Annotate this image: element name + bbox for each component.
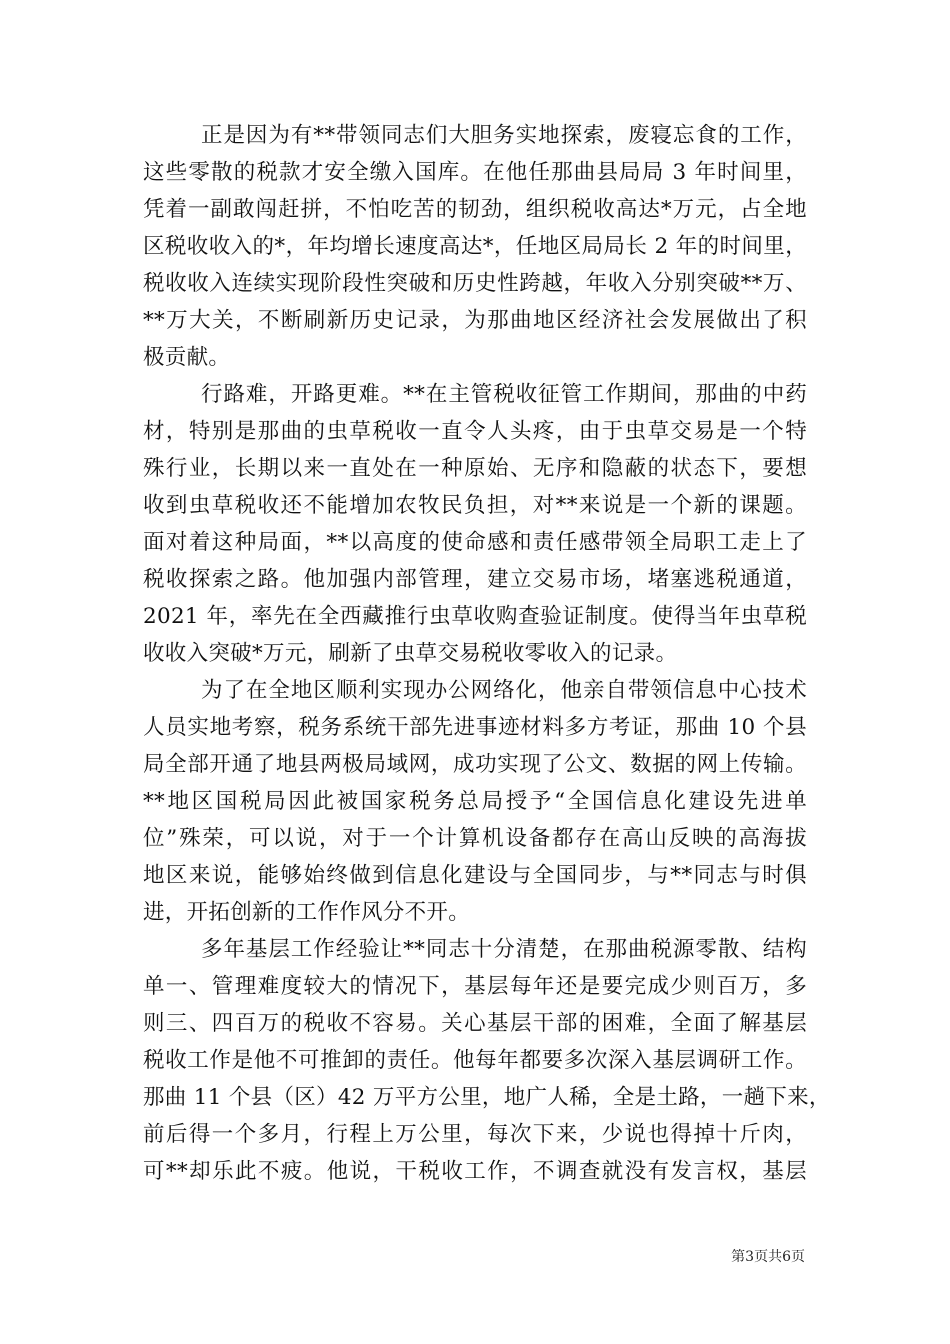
paragraph xyxy=(143,672,807,931)
text-line: 地区来说，能够始终做到信息化建设与全国同步，与**同志与时俱 xyxy=(143,863,807,888)
text-line: 位”殊荣，可以说，对于一个计算机设备都存在高山反映的高海拔 xyxy=(143,826,807,851)
text-line: 多年基层工作经验让**同志十分清楚，在那曲税源零散、结构 xyxy=(201,937,807,962)
text-line: 面对着这种局面，**以高度的使命感和责任感带领全局职工走上了 xyxy=(143,530,807,555)
paragraph xyxy=(143,931,831,1190)
text-line: 那曲 11 个县（区）42 万平方公里，地广人稀，全是土路，一趟下来， xyxy=(143,1085,831,1110)
text-line: **万大关，不断刷新历史记录，为那曲地区经济社会发展做出了积 xyxy=(143,308,807,333)
text-line: **地区国税局因此被国家税务总局授予“全国信息化建设先进单 xyxy=(143,789,807,814)
text-line: 殊行业，长期以来一直处在一种原始、无序和隐蔽的状态下，要想 xyxy=(143,456,807,481)
paragraph xyxy=(143,117,807,376)
text-line: 前后得一个多月，行程上万公里，每次下来，少说也得掉十斤肉， xyxy=(143,1122,807,1147)
text-line: 税收探索之路。他加强内部管理，建立交易市场，堵塞逃税通道， xyxy=(143,567,807,592)
text-line: 单一、管理难度较大的情况下，基层每年还是要完成少则百万，多 xyxy=(143,974,807,999)
text-line: 正是因为有**带领同志们大胆务实地探索，废寝忘食的工作， xyxy=(201,123,807,148)
text-line: 极贡献。 xyxy=(143,345,231,370)
text-line: 收收入突破*万元，刷新了虫草交易税收零收入的记录。 xyxy=(143,641,678,666)
document-body xyxy=(143,117,831,1190)
text-line: 区税收收入的*，年均增长速度高达*，任地区局局长 2 年的时间里， xyxy=(143,234,807,259)
text-line: 税收工作是他不可推卸的责任。他每年都要多次深入基层调研工作。 xyxy=(143,1048,807,1073)
text-line: 进，开拓创新的工作作风分不开。 xyxy=(143,900,471,925)
text-line: 局全部开通了地县两极局域网，成功实现了公文、数据的网上传输。 xyxy=(143,752,807,777)
text-line: 这些零散的税款才安全缴入国库。在他任那曲县局局 3 年时间里， xyxy=(143,160,807,185)
paragraph xyxy=(143,376,807,672)
text-line: 材，特别是那曲的虫草税收一直令人头疼，由于虫草交易是一个特 xyxy=(143,419,807,444)
text-line: 税收收入连续实现阶段性突破和历史性跨越，年收入分别突破**万、 xyxy=(143,271,807,296)
text-line: 为了在全地区顺利实现办公网络化，他亲自带领信息中心技术 xyxy=(201,678,807,703)
text-line: 可**却乐此不疲。他说，干税收工作，不调查就没有发言权，基层 xyxy=(143,1159,807,1184)
text-line: 行路难，开路更难。**在主管税收征管工作期间，那曲的中药 xyxy=(201,382,807,407)
text-line: 收到虫草税收还不能增加农牧民负担，对**来说是一个新的课题。 xyxy=(143,493,807,518)
text-line: 人员实地考察，税务系统干部先进事迹材料多方考证，那曲 10 个县 xyxy=(143,715,807,740)
page-number: 第3页共6页 xyxy=(731,1249,805,1265)
text-line: 2021 年，率先在全西藏推行虫草收购查验证制度。使得当年虫草税 xyxy=(143,604,807,629)
text-line: 则三、四百万的税收不容易。关心基层干部的困难，全面了解基层 xyxy=(143,1011,807,1036)
text-line: 凭着一副敢闯赶拼，不怕吃苦的韧劲，组织税收高达*万元，占全地 xyxy=(143,197,807,222)
